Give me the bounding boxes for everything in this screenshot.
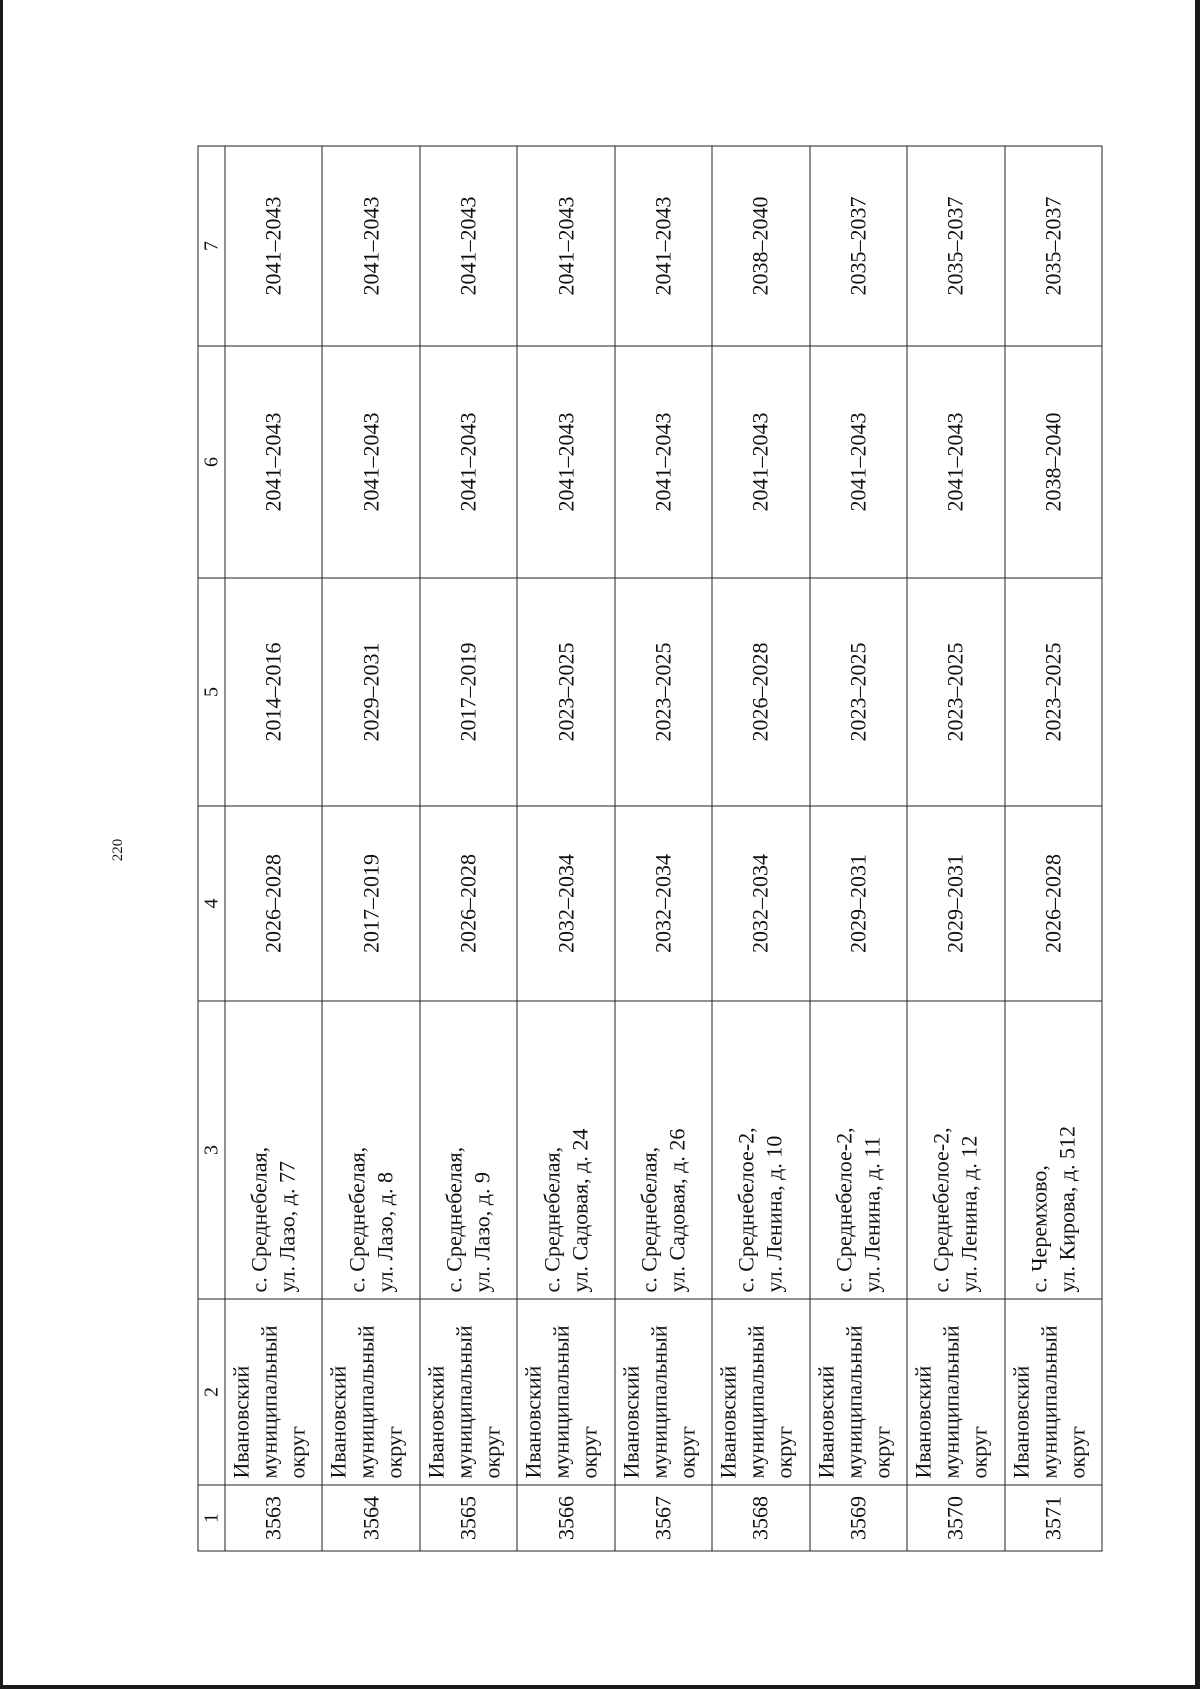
table-row	[615, 146, 712, 1551]
table-row	[420, 146, 517, 1551]
district-cell: Ивановский муниципальный округ	[322, 1299, 419, 1485]
column-header-3: 3	[198, 1001, 225, 1299]
column-header-7: 7	[198, 146, 225, 346]
table-row	[517, 146, 614, 1551]
table-row	[1005, 146, 1103, 1551]
column-header-5: 5	[198, 578, 225, 806]
district-cell: Ивановский муниципальный округ	[907, 1299, 1004, 1485]
table-row	[322, 146, 419, 1551]
address-cell: с. Среднебелое-2, ул. Ленина, д. 11	[810, 1001, 907, 1299]
period-cell-4: 2032–2034	[712, 806, 809, 1001]
period-cell-6: 2041–2043	[810, 346, 907, 578]
period-cell-6: 2041–2043	[907, 346, 1004, 578]
district-cell: Ивановский муниципальный округ	[420, 1299, 517, 1485]
district-cell: Ивановский муниципальный округ	[712, 1299, 809, 1485]
district-cell: Ивановский муниципальный округ	[1005, 1299, 1103, 1485]
address-cell: с. Среднебелая, ул. Садовая, д. 24	[517, 1001, 614, 1299]
address-cell: с. Среднебелое-2, ул. Ленина, д. 12	[907, 1001, 1004, 1299]
period-cell-5: 2026–2028	[712, 578, 809, 806]
period-cell-6: 2038–2040	[1005, 346, 1103, 578]
row-number-cell: 3570	[907, 1485, 1004, 1551]
period-cell-7: 2035–2037	[1005, 146, 1103, 346]
period-cell-4: 2032–2034	[517, 806, 614, 1001]
period-cell-5: 2014–2016	[225, 578, 322, 806]
column-header-1: 1	[198, 1485, 225, 1551]
period-cell-5: 2029–2031	[322, 578, 419, 806]
period-cell-5: 2023–2025	[615, 578, 712, 806]
address-cell: с. Среднебелая, ул. Садовая, д. 26	[615, 1001, 712, 1299]
period-cell-6: 2041–2043	[517, 346, 614, 578]
table-row	[712, 146, 809, 1551]
district-cell: Ивановский муниципальный округ	[225, 1299, 322, 1485]
period-cell-7: 2041–2043	[615, 146, 712, 346]
period-cell-7: 2041–2043	[517, 146, 614, 346]
period-cell-5: 2023–2025	[517, 578, 614, 806]
row-number-cell: 3565	[420, 1485, 517, 1551]
table-row	[810, 146, 907, 1551]
period-cell-4: 2026–2028	[420, 806, 517, 1001]
period-cell-5: 2023–2025	[1005, 578, 1103, 806]
period-cell-7: 2041–2043	[420, 146, 517, 346]
period-cell-4: 2026–2028	[225, 806, 322, 1001]
scan-edge-bottom	[0, 1685, 1200, 1689]
address-cell: с. Среднебелая, ул. Лазо, д. 77	[225, 1001, 322, 1299]
column-header-2: 2	[198, 1299, 225, 1485]
table-header-row	[198, 146, 225, 1551]
period-cell-7: 2041–2043	[322, 146, 419, 346]
row-number-cell: 3571	[1005, 1485, 1103, 1551]
period-cell-6: 2041–2043	[322, 346, 419, 578]
address-cell: с. Среднебелое-2, ул. Ленина, д. 10	[712, 1001, 809, 1299]
row-number-cell: 3563	[225, 1485, 322, 1551]
district-cell: Ивановский муниципальный округ	[810, 1299, 907, 1485]
period-cell-4: 2029–2031	[907, 806, 1004, 1001]
rotated-table-container	[198, 147, 1103, 1552]
table-row	[907, 146, 1004, 1551]
period-cell-6: 2041–2043	[712, 346, 809, 578]
data-table	[198, 146, 1103, 1552]
page-number: 220	[110, 838, 126, 862]
scan-edge-left	[0, 0, 3, 1689]
district-cell: Ивановский муниципальный округ	[517, 1299, 614, 1485]
period-cell-7: 2041–2043	[225, 146, 322, 346]
period-cell-7: 2038–2040	[712, 146, 809, 346]
period-cell-4: 2029–2031	[810, 806, 907, 1001]
table-row	[225, 146, 322, 1551]
period-cell-4: 2032–2034	[615, 806, 712, 1001]
period-cell-5: 2023–2025	[907, 578, 1004, 806]
period-cell-5: 2017–2019	[420, 578, 517, 806]
period-cell-5: 2023–2025	[810, 578, 907, 806]
row-number-cell: 3567	[615, 1485, 712, 1551]
period-cell-7: 2035–2037	[810, 146, 907, 346]
district-cell: Ивановский муниципальный округ	[615, 1299, 712, 1485]
period-cell-6: 2041–2043	[420, 346, 517, 578]
period-cell-7: 2035–2037	[907, 146, 1004, 346]
column-header-6: 6	[198, 346, 225, 578]
address-cell: с. Среднебелая, ул. Лазо, д. 9	[420, 1001, 517, 1299]
row-number-cell: 3569	[810, 1485, 907, 1551]
address-cell: с. Черемхово, ул. Кирова, д. 512	[1005, 1001, 1103, 1299]
address-cell: с. Среднебелая, ул. Лазо, д. 8	[322, 1001, 419, 1299]
row-number-cell: 3564	[322, 1485, 419, 1551]
scan-edge-right	[1195, 0, 1200, 1689]
period-cell-6: 2041–2043	[225, 346, 322, 578]
period-cell-4: 2017–2019	[322, 806, 419, 1001]
row-number-cell: 3566	[517, 1485, 614, 1551]
column-header-4: 4	[198, 806, 225, 1001]
period-cell-6: 2041–2043	[615, 346, 712, 578]
period-cell-4: 2026–2028	[1005, 806, 1103, 1001]
row-number-cell: 3568	[712, 1485, 809, 1551]
